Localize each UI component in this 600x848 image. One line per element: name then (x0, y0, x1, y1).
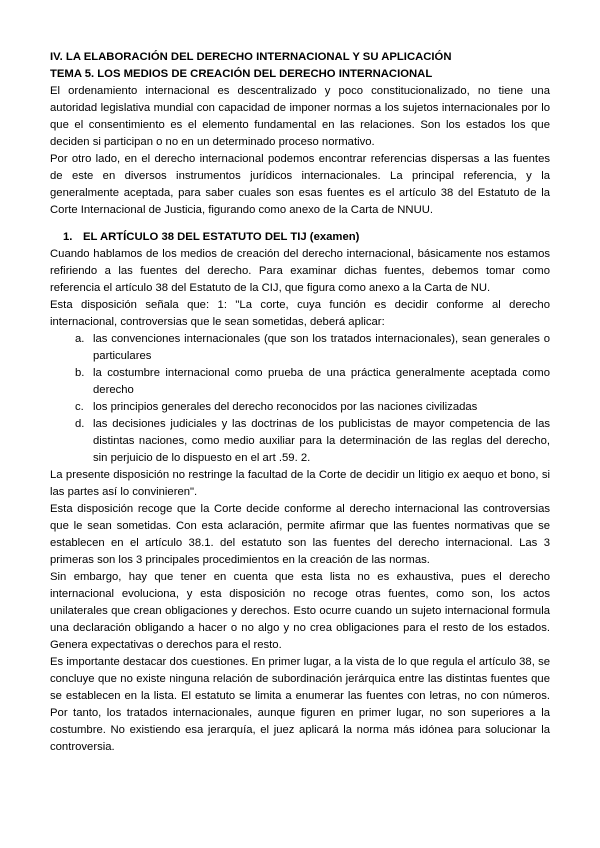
list-text-b: la costumbre internacional como prueba de una práctica generalmente aceptada como derecho (93, 367, 550, 396)
list-marker-a: a. (75, 333, 85, 345)
list-marker-c: c. (75, 401, 84, 413)
commentary-paragraph-1: Esta disposición recoge que la Corte decide conforme al derecho internacional las controversias que le sean sometidas. Con esta aclaración, permite afirmar que las fuentes normativas que se establecen en el artículo 38.1. del estatuto son las fuentes del derecho internacional. Las 3 primeras son los 3 principales procedimientos en la creación de las normas. (50, 503, 550, 566)
list-marker-d: d. (75, 418, 85, 430)
list-item-b (50, 365, 550, 399)
list-item-a (50, 331, 550, 365)
list-text-a: las convenciones internacionales (que son los tratados internacionales), sean generales o particulares (93, 333, 550, 362)
commentary-paragraph-3: Es importante destacar dos cuestiones. En primer lugar, a la vista de lo que regula el artículo 38, se concluye que no existe ninguna relación de subordinación jerárquica entre las distintas fuentes que se establecen en la lista. El estatuto se limita a enumerar las fuentes con letras, no con números. Por tanto, los tratados internacionales, aunque figuren en primer lugar, no son superiores a la costumbre. No existiendo esa jerarquía, el juez aplicará la norma más idónea para solucionar la controversia. (50, 656, 550, 753)
section-number: 1. (63, 231, 73, 243)
section-paragraph-2: Esta disposición señala que: 1: "La corte, cuya función es decidir conforme al derecho internacional, controversias que le sean sometidas, deberá aplicar: (50, 299, 550, 328)
commentary-paragraph-2: Sin embargo, hay que tener en cuenta que esta lista no es exhaustiva, pues el derecho internacional evoluciona, y esta disposición no recoge otras fuentes, como son, los actos unilaterales que crean obligaciones y derechos. Esto ocurre cuando un sujeto internacional formula una declaración obligando a hacer o no algo y no crea obligaciones para el resto de los estados. Genera expectativas o derechos para el resto. (50, 571, 550, 651)
list-text-d: las decisiones judiciales y las doctrinas de los publicistas de mayor competencia de las distintas naciones, como medio auxiliar para la determinación de las reglas del derecho, sin perjuicio de lo dispuesto en el art .59. 2. (93, 418, 550, 464)
list-item-d (50, 416, 550, 467)
document-subtitle: TEMA 5. LOS MEDIOS DE CREACIÓN DEL DERECHO INTERNACIONAL (50, 68, 433, 80)
section-closing-paragraph: La presente disposición no restringe la facultad de la Corte de decidir un litigio ex aequo et bono, si las partes así lo convinieren". (50, 469, 550, 498)
section-heading (50, 229, 550, 246)
list-text-c: los principios generales del derecho reconocidos por las naciones civilizadas (93, 401, 478, 413)
section-paragraph-1: Cuando hablamos de los medios de creación del derecho internacional, básicamente nos estamos refiriendo a las fuentes del derecho. Para examinar dichas fuentes, debemos tomar como referencia el artículo 38 del Estatuto de la CIJ, que figura como anexo a la Carta de NU. (50, 248, 550, 294)
list-item-c (50, 399, 550, 416)
intro-paragraph-1: El ordenamiento internacional es descentralizado y poco constitucionalizado, no tiene una autoridad legislativa mundial con capacidad de imponer normas a los sujetos internacionales por lo que el consentimiento es el elemento fundamental en las relaciones. Son los estados los que deciden si participan o no en un determinado proceso normativo. (50, 85, 550, 148)
intro-paragraph-2: Por otro lado, en el derecho internacional podemos encontrar referencias dispersas a las fuentes de este en diversos instrumentos jurídicos internacionales. La principal referencia, y la generalmente aceptada, para saber cuales son esas fuentes es el artículo 38 del Estatuto de la Corte Internacional de Justicia, figurando como anexo de la Carta de NNUU. (50, 153, 550, 216)
sources-list (50, 331, 550, 467)
section-title: EL ARTÍCULO 38 DEL ESTATUTO DEL TIJ (examen) (83, 231, 360, 243)
document-title: IV. LA ELABORACIÓN DEL DERECHO INTERNACIONAL Y SU APLICACIÓN (50, 51, 452, 63)
list-marker-b: b. (75, 367, 85, 379)
